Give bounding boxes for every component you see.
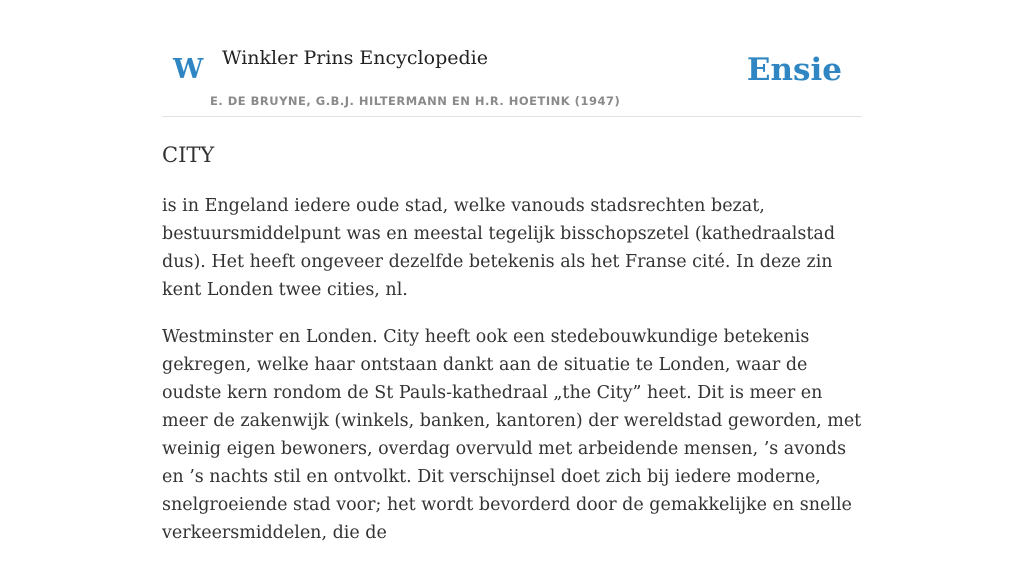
entry-paragraph-2: Westminster en Londen. City heeft ook een stedebouwkundige betekenis gekregen, welke haar ontstaan dankt aan de situatie te Londen, waar de oudste kern rondom de St Pauls-kathedraal „the City” heet. Dit is meer en meer de zakenwijk (winkels, banken, kantoren) der wereldstad geworden, met weinig eigen bewoners, overdag overvuld met arbeidende mensen, ’s avonds en ’s nachts stil en ontvolkt. Dit verschijnsel doet zich bij iedere moderne, snelgroeiende stad voor; het wordt bevorderd door de gemakkelijke en snelle verkeersmiddelen, die de — [162, 327, 862, 543]
entry-title: CITY — [162, 143, 215, 167]
entry-paragraph-1: is in Engeland iedere oude stad, welke vanouds stadsrechten bezat, bestuursmiddelpunt was en meestal tegelijk bisschopszetel (kathedraalstad dus). Het heeft ongeveer dezelfde betekenis als het Franse cité. In deze zin kent Londen twee cities, nl. — [162, 196, 836, 300]
site-header — [162, 36, 862, 117]
source-authors: E. DE BRUYNE, G.B.J. HILTERMANN EN H.R. HOETINK (1947) — [210, 94, 621, 108]
winkler-prins-logo[interactable]: W — [173, 54, 204, 85]
source-title-link[interactable]: Winkler Prins Encyclopedie — [222, 47, 488, 69]
entry-body — [162, 192, 862, 566]
ensie-brand-logo[interactable]: Ensie — [746, 52, 842, 88]
